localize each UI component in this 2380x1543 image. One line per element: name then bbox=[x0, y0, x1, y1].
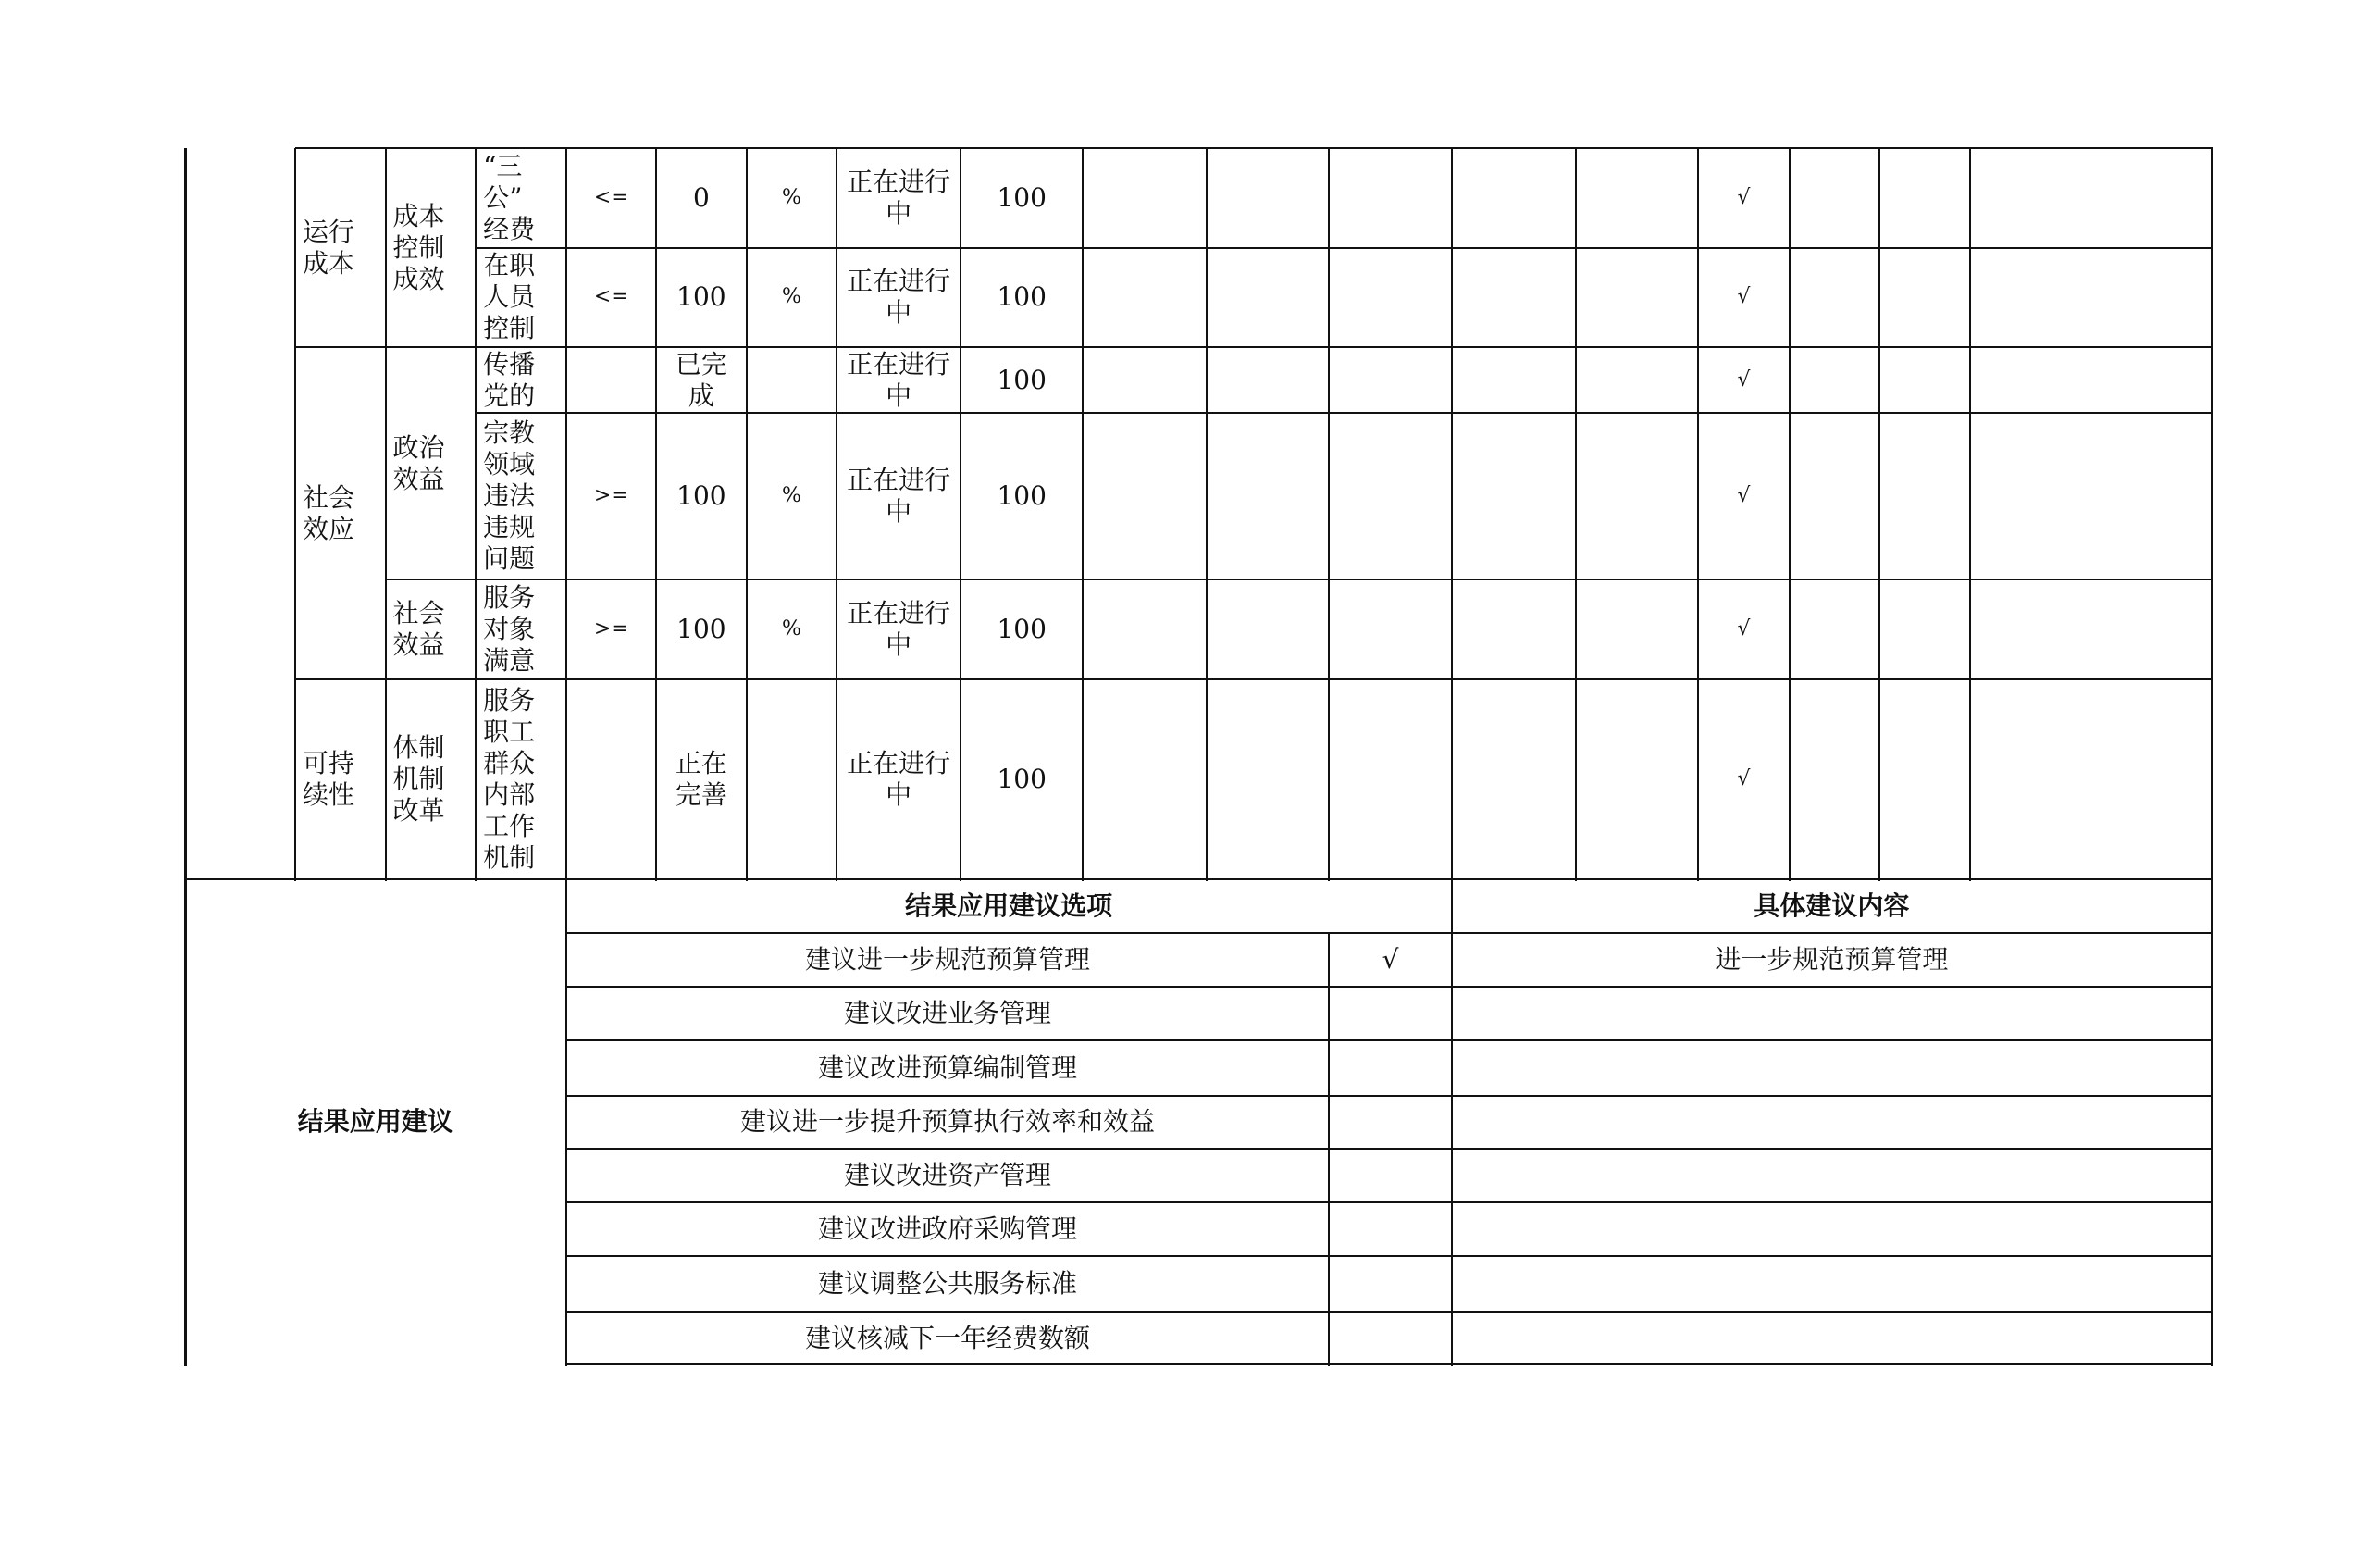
subcategory-cell: 社会 效益 bbox=[392, 598, 445, 661]
score-cell: 100 bbox=[997, 480, 1047, 512]
target-value-cell: 100 bbox=[676, 614, 726, 645]
suggestion-check-mark: √ bbox=[1382, 944, 1399, 976]
subcategory-cell: 政治 效益 bbox=[392, 431, 445, 494]
suggestion-content bbox=[1452, 1312, 2213, 1365]
status-cell: 正在进行 中 bbox=[847, 167, 951, 230]
category-cell: 可持 续性 bbox=[303, 748, 355, 811]
suggestion-option-label: 建议改进预算编制管理 bbox=[817, 1051, 1077, 1083]
suggestion-content: 进一步规范预算管理 bbox=[1715, 944, 1949, 976]
grid-line-vertical bbox=[1328, 148, 1330, 881]
suggestion-check-mark bbox=[1329, 1256, 1451, 1312]
suggestion-content bbox=[1452, 1040, 2213, 1096]
indicator-name-cell: “三 公” 经费 bbox=[483, 151, 536, 245]
suggestion-content bbox=[1452, 1149, 2213, 1202]
category-cell: 运行 成本 bbox=[303, 216, 355, 279]
suggestion-check-mark bbox=[1329, 1312, 1451, 1365]
check-mark-cell: √ bbox=[1737, 617, 1751, 641]
check-mark-cell: √ bbox=[1737, 285, 1751, 309]
operator-cell: <= bbox=[593, 285, 628, 309]
suggestion-check-mark bbox=[1329, 1096, 1451, 1150]
unit-cell: % bbox=[781, 484, 801, 508]
grid-line-vertical bbox=[1575, 148, 1577, 881]
options-header: 结果应用建议选项 bbox=[905, 890, 1113, 922]
suggestion-option-label: 建议进一步提升预算执行效率和效益 bbox=[739, 1106, 1155, 1138]
grid-line-vertical bbox=[1878, 148, 1880, 881]
unit-cell bbox=[747, 679, 837, 880]
indicator-name-cell: 服务 职工 群众 内部 工作 机制 bbox=[483, 685, 536, 874]
target-value-cell: 0 bbox=[692, 182, 710, 214]
suggestion-check-mark bbox=[1329, 1149, 1451, 1202]
suggestion-content bbox=[1452, 1096, 2213, 1150]
suggestion-option-label: 建议进一步规范预算管理 bbox=[804, 944, 1090, 976]
score-cell: 100 bbox=[997, 764, 1047, 795]
score-cell: 100 bbox=[997, 364, 1047, 395]
grid-line-vertical bbox=[1451, 148, 1453, 881]
subcategory-cell: 体制 机制 改革 bbox=[392, 732, 445, 827]
unit-cell: % bbox=[781, 617, 801, 641]
status-cell: 正在进行 中 bbox=[847, 266, 951, 329]
operator-cell: >= bbox=[593, 617, 628, 641]
target-value-cell: 100 bbox=[676, 281, 726, 313]
suggestion-option-label: 建议改进资产管理 bbox=[843, 1160, 1051, 1191]
unit-cell: % bbox=[781, 285, 801, 309]
suggestion-content bbox=[1452, 1202, 2213, 1256]
suggestion-option-label: 建议调整公共服务标准 bbox=[817, 1267, 1077, 1299]
check-mark-cell: √ bbox=[1737, 367, 1751, 392]
target-value-cell: 已完 成 bbox=[675, 348, 727, 411]
status-cell: 正在进行 中 bbox=[847, 465, 951, 528]
indicator-name-cell: 服务 对象 满意 bbox=[483, 582, 536, 677]
suggestion-content bbox=[1452, 1256, 2213, 1312]
suggestion-check-mark bbox=[1329, 1202, 1451, 1256]
unit-cell bbox=[747, 347, 837, 413]
suggestion-check-mark bbox=[1329, 1040, 1451, 1096]
check-mark-cell: √ bbox=[1737, 186, 1751, 210]
indicator-name-cell: 传播 党的 bbox=[483, 348, 536, 411]
category-cell: 社会 效应 bbox=[303, 481, 355, 544]
indicator-name-cell: 在职 人员 控制 bbox=[483, 250, 536, 344]
suggestion-option-label: 建议核减下一年经费数额 bbox=[804, 1322, 1090, 1353]
suggestion-content bbox=[1452, 987, 2213, 1040]
grid-line-vertical bbox=[1206, 148, 1208, 881]
check-mark-cell: √ bbox=[1737, 767, 1751, 791]
grid-line-vertical bbox=[2211, 148, 2213, 881]
suggestion-check-mark bbox=[1329, 987, 1451, 1040]
suggestions-section-title: 结果应用建议 bbox=[297, 1106, 453, 1138]
status-cell: 正在进行 中 bbox=[847, 598, 951, 661]
status-cell: 正在进行 中 bbox=[847, 348, 951, 411]
suggestion-option-label: 建议改进政府采购管理 bbox=[817, 1213, 1077, 1245]
status-cell: 正在进行 中 bbox=[847, 748, 951, 811]
indicator-name-cell: 宗教 领域 违法 违规 问题 bbox=[483, 417, 536, 575]
grid-line-vertical bbox=[1969, 148, 1971, 881]
operator-cell: <= bbox=[593, 186, 628, 210]
check-mark-cell: √ bbox=[1737, 484, 1751, 508]
score-cell: 100 bbox=[997, 281, 1047, 313]
operator-cell: >= bbox=[593, 484, 628, 508]
operator-cell bbox=[566, 347, 657, 413]
unit-cell: % bbox=[781, 186, 801, 210]
score-cell: 100 bbox=[997, 182, 1047, 214]
content-header: 具体建议内容 bbox=[1754, 890, 1910, 922]
suggestion-option-label: 建议改进业务管理 bbox=[843, 998, 1051, 1029]
target-value-cell: 正在 完善 bbox=[675, 748, 727, 811]
score-cell: 100 bbox=[997, 614, 1047, 645]
subcategory-cell: 成本 控制 成效 bbox=[392, 200, 445, 294]
operator-cell bbox=[566, 679, 657, 880]
target-value-cell: 100 bbox=[676, 480, 726, 512]
